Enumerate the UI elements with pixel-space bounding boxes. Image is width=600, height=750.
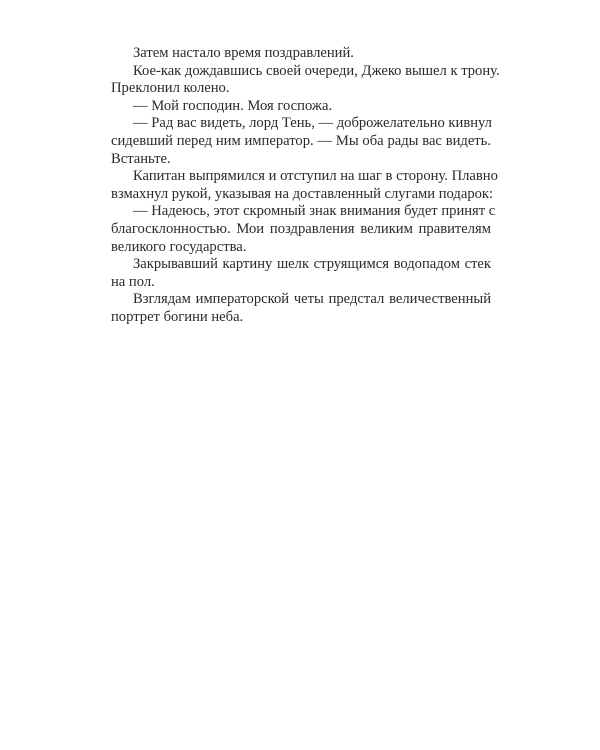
paragraph-5 [111,168,498,203]
text-line: Затем настало время поздравлений. [133,45,354,61]
paragraph-7 [111,256,491,291]
text-line: Закрывавший картину шелк струящимся водопадом стек [133,256,491,273]
paragraph-8 [111,291,491,326]
text-line: великого государства. [111,238,247,255]
paragraph-1 [111,45,491,63]
body-text [111,45,500,327]
text-line: Кое-как дождавшись своей очереди, Джеко вышел к трону. [133,62,500,79]
text-line: сидевший перед ним император. — Мы оба рады вас видеть. [111,132,491,149]
text-line: — Надеюсь, этот скромный знак внимания будет принят с [133,203,496,220]
paragraph-6 [111,203,496,256]
text-line: благосклонностью. Мои поздравления великим правителям [111,220,491,237]
paragraph-4 [111,115,491,168]
text-line: — Рад вас видеть, лорд Тень, — доброжелательно кивнул [133,115,492,132]
text-line: Встаньте. [111,150,171,167]
paragraph-3 [111,98,491,116]
text-line: Преклонил колено. [111,80,230,97]
text-line: — Мой господин. Моя госпожа. [133,97,333,114]
text-line: взмахнул рукой, указывая на доставленный слугами подарок: [111,185,494,202]
text-line: Капитан выпрямился и отступил на шаг в сторону. Плавно [133,168,498,185]
text-line: Взглядам императорской четы предстал величественный [133,291,491,308]
paragraph-2 [111,62,500,98]
text-line: на пол. [111,273,155,290]
text-line: портрет богини неба. [111,308,244,325]
